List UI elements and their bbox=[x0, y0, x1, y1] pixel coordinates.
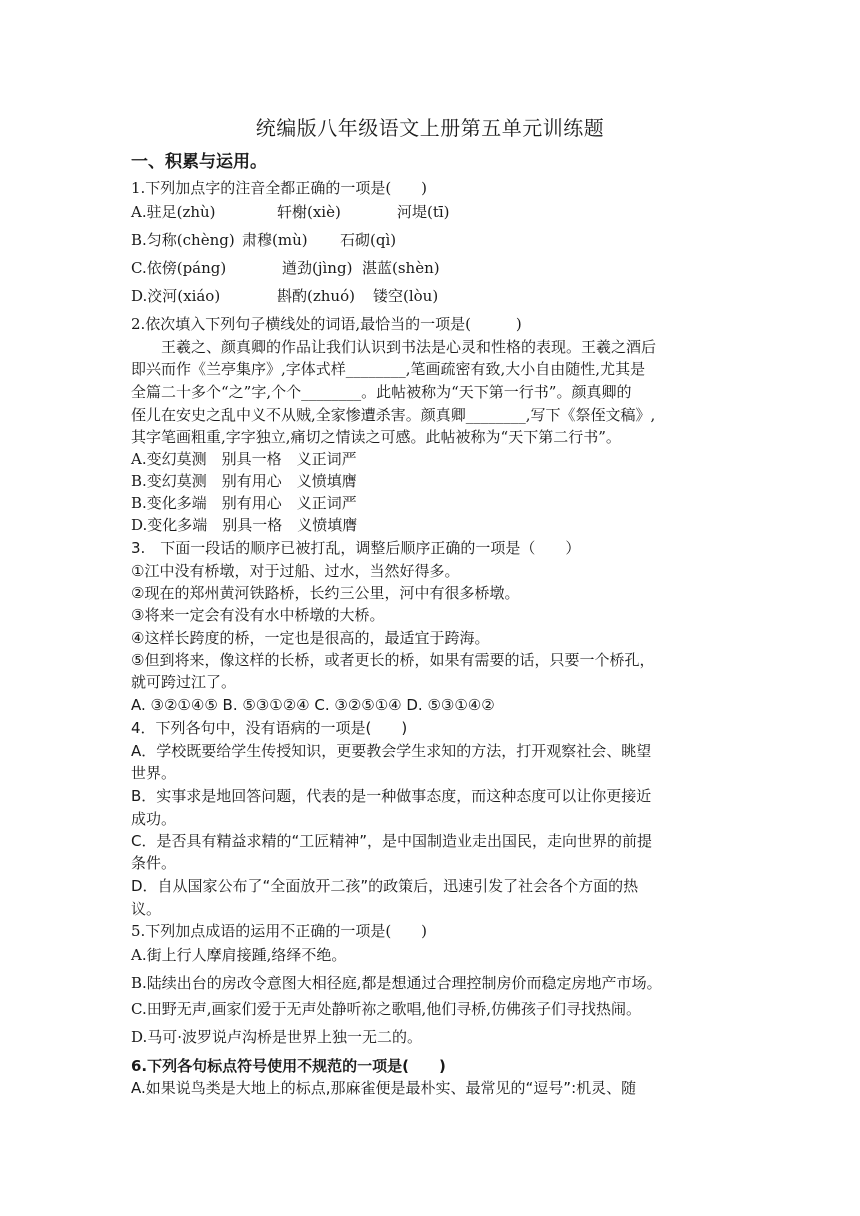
option-c-word-1: C.依傍(páng) bbox=[131, 259, 227, 277]
question-2-passage-line: 即兴而作《兰亭集序》,字体式样________,笔画疏密有致,大小自由随性,尤其是 bbox=[131, 360, 646, 378]
question-4-option-d-cont: 议。 bbox=[131, 900, 162, 918]
option-b-word-3: 石砌(qì) bbox=[340, 231, 397, 249]
option-b-word-2: 肃穆(mù) bbox=[242, 231, 308, 249]
question-4-option-a-cont: 世界。 bbox=[131, 764, 177, 782]
option-a-word-3: 河堤(tī) bbox=[397, 203, 450, 221]
question-1-option-a bbox=[131, 201, 741, 223]
question-2-option-c: B.变化多端 别有用心 义正词严 bbox=[131, 494, 357, 512]
question-5-option-d: D.马可·波罗说卢沟桥是世界上独一无二的。 bbox=[131, 1028, 423, 1046]
option-c-word-2: 遒劲(jìng) bbox=[282, 259, 353, 277]
question-4-option-a: A．学校既要给学生传授知识，更要教会学生求知的方法，打开观察社会、眺望 bbox=[131, 742, 652, 760]
option-c-word-3: 湛蓝(shèn) bbox=[362, 259, 440, 277]
question-3-sentence: ③将来一定会有没有水中桥墩的大桥。 bbox=[131, 606, 385, 624]
question-6-stem: 6.下列各句标点符号使用不规范的一项是( ) bbox=[131, 1057, 446, 1075]
question-5-option-b: B.陆续出台的房改令意图大相径庭,都是想通过合理控制房价而稳定房地产市场。 bbox=[131, 974, 662, 992]
question-3-sentence: ④这样长跨度的桥，一定也是很高的，最适宜于跨海。 bbox=[131, 629, 490, 647]
question-1-option-c bbox=[131, 257, 741, 279]
page-title: 统编版八年级语文上册第五单元训练题 bbox=[255, 116, 605, 140]
question-4-stem: 4．下列各句中，没有语病的一项是( ) bbox=[131, 719, 408, 737]
question-2-option-b: B.变幻莫测 别有用心 义愤填膺 bbox=[131, 472, 357, 490]
question-3-options: A. ③②①④⑤ B. ⑤③①②④ C. ③②⑤①④ D. ⑤③①④② bbox=[131, 696, 495, 714]
question-3-sentence: ①江中没有桥墩，对于过船、过水，当然好得多。 bbox=[131, 562, 460, 580]
question-6-option-a: A.如果说鸟类是大地上的标点,那麻雀便是最朴实、最常见的“逗号”:机灵、随 bbox=[131, 1079, 637, 1097]
question-2-passage-line: 其字笔画粗重,字字独立,痛切之情读之可感。此帖被称为“天下第二行书”。 bbox=[131, 428, 621, 446]
question-2-option-a: A.变幻莫测 别具一格 义正词严 bbox=[131, 450, 357, 468]
question-5-option-a: A.街上行人摩肩接踵,络绎不绝。 bbox=[131, 946, 347, 964]
question-3-stem: 3. 下面一段话的顺序已被打乱，调整后顺序正确的一项是（ ） bbox=[131, 539, 581, 557]
question-3-sentence: ②现在的郑州黄河铁路桥，长约三公里，河中有很多桥墩。 bbox=[131, 584, 520, 602]
question-4-option-b-cont: 成功。 bbox=[131, 810, 177, 828]
option-a-word-2: 轩榭(xiè) bbox=[277, 203, 341, 221]
question-2-passage-line: 侄儿在安史之乱中义不从贼,全家惨遭杀害。颜真卿________,写下《祭侄文稿》, bbox=[131, 406, 656, 424]
option-d-word-1: D.洨河(xiáo) bbox=[131, 287, 221, 305]
question-1-stem: 1.下列加点字的注音全都正确的一项是( ) bbox=[131, 179, 428, 197]
option-b-word-1: B.匀称(chèng) bbox=[131, 231, 235, 249]
question-1-option-d bbox=[131, 285, 741, 307]
question-1-option-b bbox=[131, 229, 741, 251]
question-4-option-c-cont: 条件。 bbox=[131, 854, 177, 872]
option-a-word-1: A.驻足(zhù) bbox=[131, 203, 216, 221]
question-3-sentence: ⑤但到将来，像这样的长桥，或者更长的桥，如果有需要的话，只要一个桥孔， bbox=[131, 651, 655, 669]
question-2-option-d: D.变化多端 别具一格 义愤填膺 bbox=[131, 516, 358, 534]
question-2-passage-line: 全篇二十多个“之”字,个个________。此帖被称为“天下第一行书”。颜真卿的 bbox=[131, 383, 632, 401]
section-heading: 一、积累与运用。 bbox=[131, 152, 267, 172]
question-2-passage-line: 王羲之、颜真卿的作品让我们认识到书法是心灵和性格的表现。王羲之酒后 bbox=[161, 338, 657, 356]
question-5-stem: 5.下列加点成语的运用不正确的一项是( ) bbox=[131, 922, 428, 940]
question-3-sentence: 就可跨过江了。 bbox=[131, 673, 237, 691]
question-4-option-b: B．实事求是地回答问题，代表的是一种做事态度，而这种态度可以让你更接近 bbox=[131, 787, 652, 805]
question-4-option-c: C．是否具有精益求精的“工匠精神”，是中国制造业走出国民，走向世界的前提 bbox=[131, 832, 653, 850]
question-2-stem: 2.依次填入下列句子横线处的词语,最恰当的一项是( ) bbox=[131, 315, 522, 333]
option-d-word-3: 镂空(lòu) bbox=[373, 287, 439, 305]
question-5-option-c: C.田野无声,画家们爱于无声处静听祢之歌唱,他们寻桥,仿佛孩子们寻找热闹。 bbox=[131, 1000, 642, 1018]
option-d-word-2: 斟酌(zhuó) bbox=[277, 287, 355, 305]
question-4-option-d: D．自从国家公布了“全面放开二孩”的政策后，迅速引发了社会各个方面的热 bbox=[131, 877, 639, 895]
